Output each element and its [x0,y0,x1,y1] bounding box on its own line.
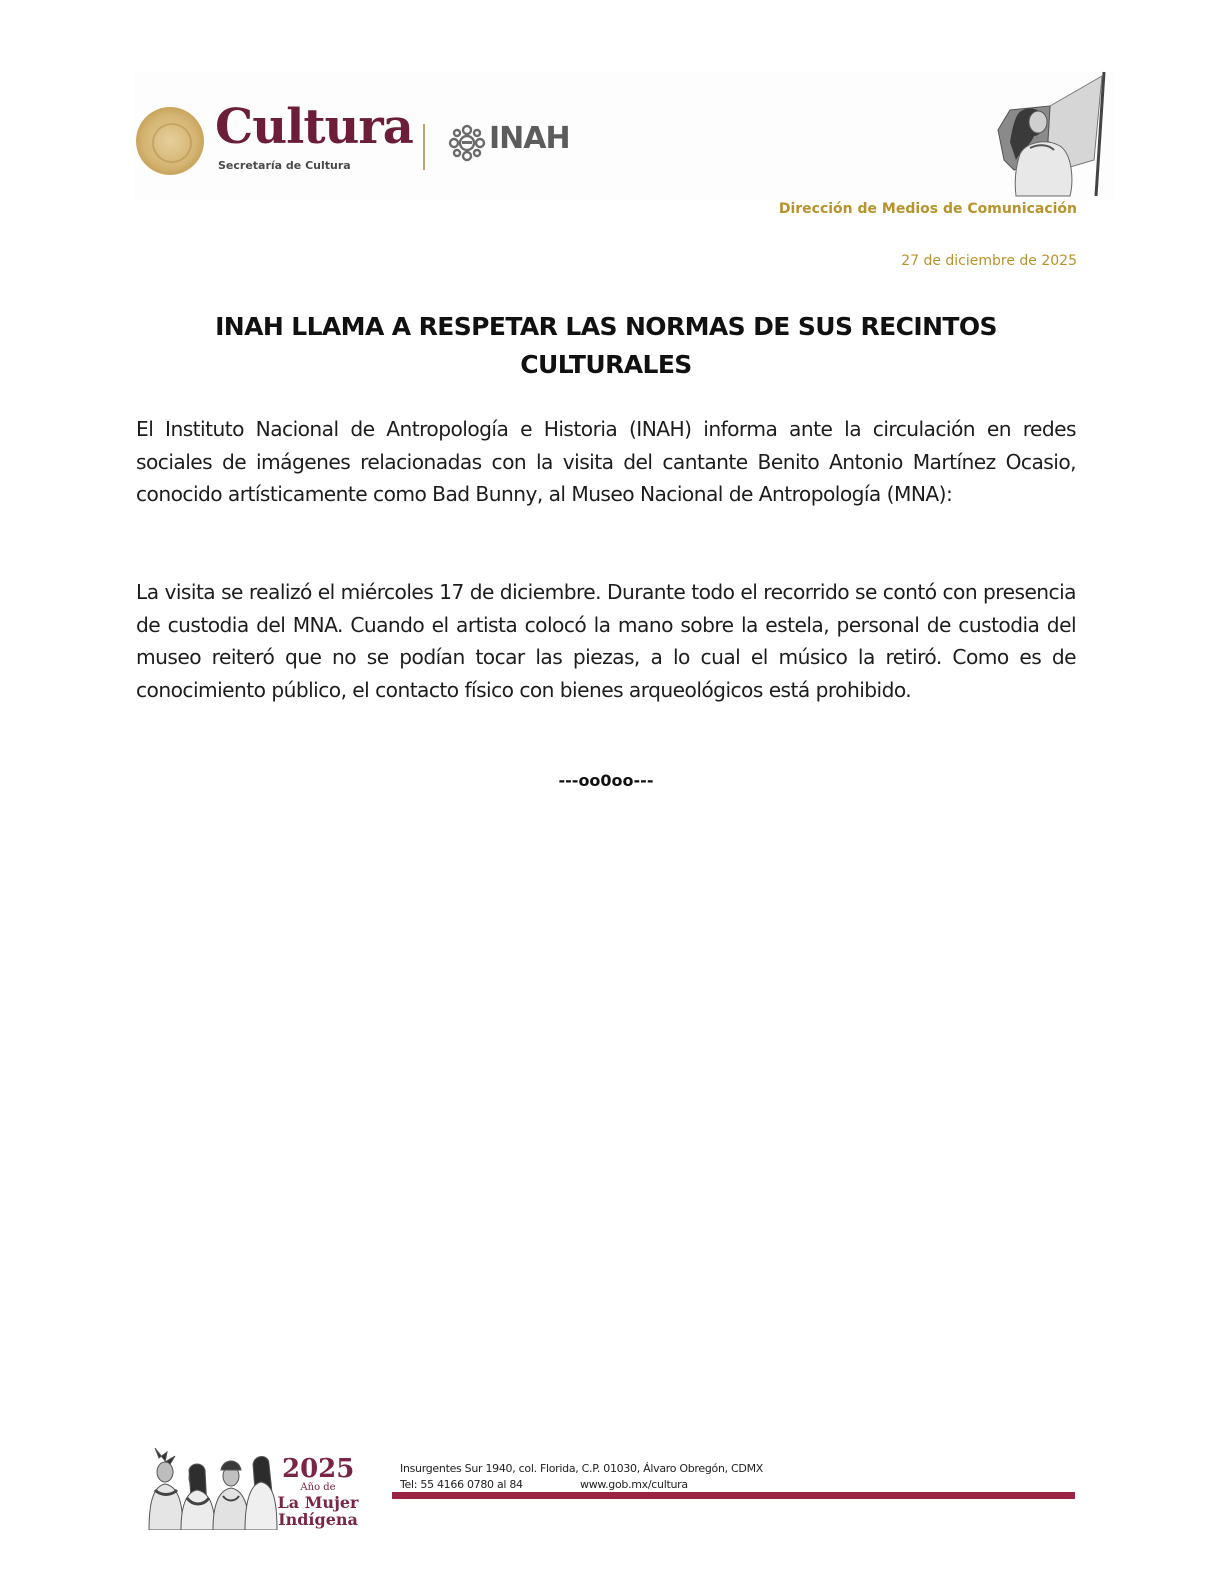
footer-phone: Tel: 55 4166 0780 al 84 [400,1478,523,1491]
end-separator: ---oo0oo--- [558,771,654,790]
heroine-with-flag-illustration [990,70,1115,198]
logo-divider [423,124,425,170]
cultura-subtitle: Secretaría de Cultura [218,159,351,172]
footer-address: Insurgentes Sur 1940, col. Florida, C.P. 01030, Álvaro Obregón, CDMX [400,1462,764,1475]
body-paragraph-2: La visita se realizó el miércoles 17 de diciembre. Durante todo el recorrido se contó con presencia de custodia del MNA. Cuando el artista colocó la mano sobre la estela, personal de custodia del museo reiteró que no se podían tocar las piezas, a lo cual el músico la retiró. Como es de conocimiento público, el contacto físico con bienes arqueológicos está prohibido. [136,580,1076,702]
footer-color-bar [392,1492,1075,1499]
page-title: INAH LLAMA A RESPETAR LAS NORMAS DE SUS RECINTOS CULTURALES [215,312,997,379]
campaign-name-line-2: Indígena [278,1510,358,1529]
campaign-name [276,1494,360,1528]
department-name: Dirección de Medios de Comunicación [778,201,1077,217]
seal-inner-ring [152,123,192,163]
footer-website-link[interactable]: www.gob.mx/cultura [580,1478,688,1491]
cultura-logo: Cultura [215,99,413,155]
body-paragraph-1: El Instituto Nacional de Antropología e Historia (INAH) informa ante la circulación en redes sociales de imágenes relacionadas con la visita del cantante Benito Antonio Martínez Ocasio, conocido artísticamente como Bad Bunny, al Museo Nacional de Antropología (MNA): [136,417,1076,506]
indigenous-women-illustration [145,1448,280,1530]
inah-glyph-icon [447,124,487,162]
inah-logo: INAH [489,121,570,156]
campaign-year-caption: Año de [300,1482,336,1493]
campaign-year: 2025 [282,1454,355,1484]
campaign-name-line-1: La Mujer [277,1493,359,1512]
press-release-date: 27 de diciembre de 2025 [901,253,1077,269]
